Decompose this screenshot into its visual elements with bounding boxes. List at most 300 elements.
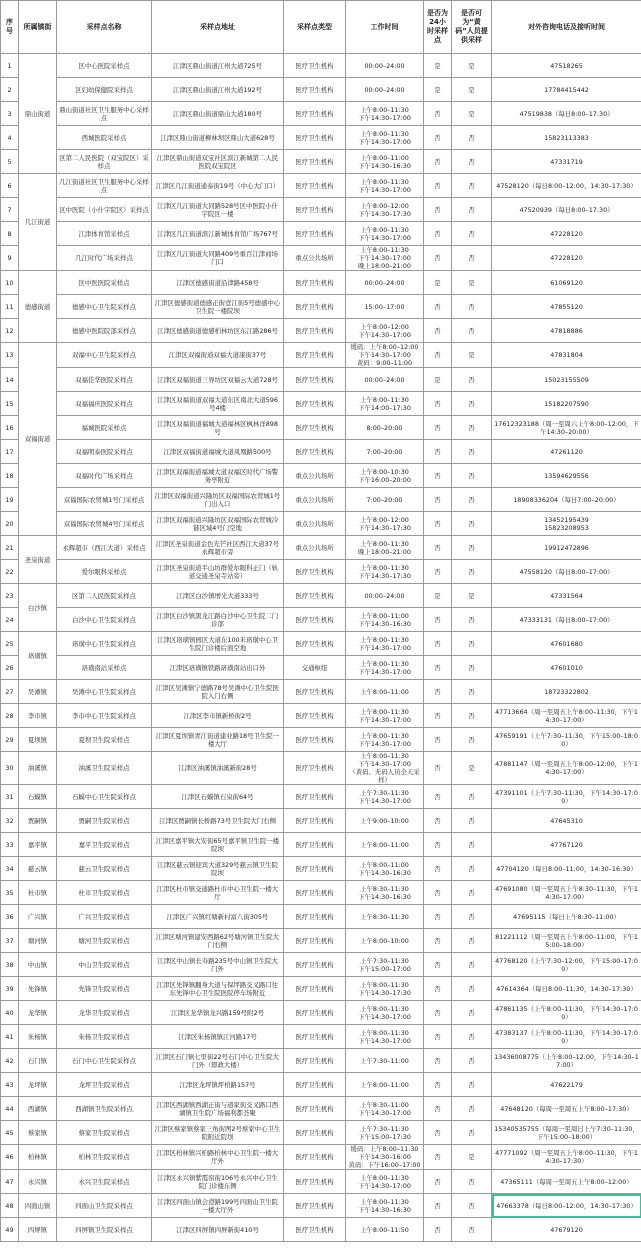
work-time-cell[interactable]: 上午8:00–11:30 下午14:30–17:00	[346, 656, 424, 680]
work-time-cell[interactable]: 00:00–24:00	[346, 54, 424, 78]
phone-cell[interactable]: 47333131（每日8:00–17:00）	[492, 608, 641, 632]
site-name-cell[interactable]: 区中医院（小什字院区）采样点	[57, 198, 152, 222]
address-cell[interactable]: 江津区几江街道滨江新城体育馆广场767号	[152, 222, 284, 246]
address-cell[interactable]: 江津区贾嗣镇长桥路73号卫生院大门右侧	[152, 809, 284, 833]
address-cell[interactable]: 江津区李市镇新桥街2号	[152, 704, 284, 728]
address-cell[interactable]: 江津区德感街道沿津路458号	[152, 271, 284, 295]
work-time-cell[interactable]: 上午7:30–11:30 下午15:00–17:00	[346, 953, 424, 977]
is-24h-cell[interactable]: 否	[424, 222, 452, 246]
address-cell[interactable]: 江津区朱杨镇镇江河路17号	[152, 1025, 284, 1049]
yellow-code-cell[interactable]: 否	[452, 295, 492, 319]
town-cell[interactable]: 德感街道	[19, 271, 57, 343]
yellow-code-cell[interactable]: 否	[452, 656, 492, 680]
row-number[interactable]: 20	[1, 512, 19, 536]
work-time-cell[interactable]: 上午8:00–11:30 下午14:30–17:30	[346, 560, 424, 584]
site-type-cell[interactable]: 交通枢纽	[284, 656, 346, 680]
site-type-cell[interactable]: 医疗卫生机构	[284, 1049, 346, 1073]
work-time-cell[interactable]: 上午8:00–11:00 下午14:30–16:30	[346, 608, 424, 632]
yellow-code-cell[interactable]: 是	[452, 54, 492, 78]
work-time-cell[interactable]: 上午7:30–11:30 下午14:30–17:00	[346, 785, 424, 809]
site-name-cell[interactable]: 龙华卫生院采样点	[57, 1001, 152, 1025]
town-cell[interactable]: 嘉平镇	[19, 833, 57, 857]
address-cell[interactable]: 江津区龙华镇龙兴路159号附2号	[152, 1001, 284, 1025]
row-number[interactable]: 19	[1, 488, 19, 512]
site-type-cell[interactable]: 医疗卫生机构	[284, 1097, 346, 1121]
site-name-cell[interactable]: 西城医院采样点	[57, 126, 152, 150]
site-type-cell[interactable]: 医疗卫生机构	[284, 78, 346, 102]
row-number[interactable]: 10	[1, 271, 19, 295]
yellow-code-cell[interactable]: 是	[452, 78, 492, 102]
site-type-cell[interactable]: 医疗卫生机构	[284, 271, 346, 295]
is-24h-cell[interactable]: 否	[424, 295, 452, 319]
site-name-cell[interactable]: 区中医医院采样点	[57, 271, 152, 295]
address-cell[interactable]: 江津区珞璜镇铁路珞璜南站出口外	[152, 656, 284, 680]
work-time-cell[interactable]: 上午8:00–11:30 下午14:30–17:00	[346, 1170, 424, 1194]
site-name-cell[interactable]: 区妇幼保健院采样点	[57, 78, 152, 102]
phone-cell[interactable]: 13436008775（上午8:00–12:00，下午14:30–17:00）	[492, 1049, 641, 1073]
yellow-code-cell[interactable]: 否	[452, 785, 492, 809]
site-type-cell[interactable]: 医疗卫生机构	[284, 368, 346, 392]
row-number[interactable]: 39	[1, 977, 19, 1001]
phone-cell[interactable]: 47614364（每日8:00–11:30，14:30–17:30）	[492, 977, 641, 1001]
is-24h-cell[interactable]: 否	[424, 1218, 452, 1242]
row-number[interactable]: 41	[1, 1025, 19, 1049]
yellow-code-cell[interactable]: 否	[452, 368, 492, 392]
col-header-24h[interactable]: 是否为24小时采样点	[424, 1, 452, 54]
address-cell[interactable]: 江津区油溪镇油溪新街28号	[152, 752, 284, 785]
work-time-cell[interactable]: 00:00–24:00	[346, 78, 424, 102]
row-number[interactable]: 22	[1, 560, 19, 584]
site-name-cell[interactable]: 嘉平卫生院采样点	[57, 833, 152, 857]
yellow-code-cell[interactable]: 否	[452, 464, 492, 488]
yellow-code-cell[interactable]: 否	[452, 560, 492, 584]
address-cell[interactable]: 江津区几江街道通泰街19号（中心大门口）	[152, 174, 284, 198]
yellow-code-cell[interactable]: 否	[452, 1025, 492, 1049]
work-time-cell[interactable]: 上午8:00–11:30 下午14:30–17:00	[346, 1001, 424, 1025]
row-number[interactable]: 47	[1, 1170, 19, 1194]
phone-cell[interactable]: 47518265	[492, 54, 641, 78]
is-24h-cell[interactable]: 否	[424, 536, 452, 560]
site-name-cell[interactable]: 区中心医院采样点	[57, 54, 152, 78]
work-time-cell[interactable]: 上午8:00–11:30 晚上18:00–21:00	[346, 536, 424, 560]
row-number[interactable]: 21	[1, 536, 19, 560]
site-name-cell[interactable]: 石门中心卫生院采样点	[57, 1049, 152, 1073]
yellow-code-cell[interactable]: 是	[452, 752, 492, 785]
row-number[interactable]: 45	[1, 1121, 19, 1145]
site-type-cell[interactable]: 医疗卫生机构	[284, 785, 346, 809]
is-24h-cell[interactable]: 否	[424, 905, 452, 929]
address-cell[interactable]: 江津区双福街道福城大道双福区时代广场警务亭附近	[152, 464, 284, 488]
yellow-code-cell[interactable]: 否	[452, 1001, 492, 1025]
row-number[interactable]: 3	[1, 102, 19, 126]
phone-cell[interactable]: 47622179	[492, 1073, 641, 1097]
yellow-code-cell[interactable]: 否	[452, 1170, 492, 1194]
site-type-cell[interactable]: 医疗卫生机构	[284, 102, 346, 126]
yellow-code-cell[interactable]: 否	[452, 440, 492, 464]
yellow-code-cell[interactable]: 否	[452, 1194, 492, 1218]
work-time-cell[interactable]: 上午8:00–11:30 下午14:30–17:00 晚上18:00–21:00	[346, 246, 424, 271]
site-type-cell[interactable]: 医疗卫生机构	[284, 608, 346, 632]
phone-cell[interactable]: 47663378（每日8:00–12:00，14:30–17:30）	[492, 1194, 641, 1218]
address-cell[interactable]: 江津区慈云镇迎宾大道329号慈云镇卫生院院坝	[152, 857, 284, 881]
address-cell[interactable]: 江津区塘河镇建安西路62号塘河镇卫生院大门右侧	[152, 929, 284, 953]
site-name-cell[interactable]: 福城医院采样点	[57, 416, 152, 440]
yellow-code-cell[interactable]: 否	[452, 416, 492, 440]
address-cell[interactable]: 江津区杜市镇交通路杜市中心卫生院一楼大厅	[152, 881, 284, 905]
row-number[interactable]: 17	[1, 440, 19, 464]
col-header-town[interactable]: 所属镇街	[19, 1, 57, 54]
site-type-cell[interactable]: 医疗卫生机构	[284, 319, 346, 343]
work-time-cell[interactable]: 上午8:00–11:00 下午14:30–16:30	[346, 150, 424, 174]
col-header-address[interactable]: 采样点地址	[152, 1, 284, 54]
address-cell[interactable]: 江津区珞璜镇园区大道东100米珞璜中心卫生院门诊楼后面空地	[152, 632, 284, 656]
work-time-cell[interactable]: 上午8:30–11:30	[346, 905, 424, 929]
col-header-yellow-code[interactable]: 是否可为“黄码”人员提供采样	[452, 1, 492, 54]
col-header-site-name[interactable]: 采样点名称	[57, 1, 152, 54]
row-number[interactable]: 18	[1, 464, 19, 488]
row-number[interactable]: 1	[1, 54, 19, 78]
site-type-cell[interactable]: 医疗卫生机构	[284, 1218, 346, 1242]
site-type-cell[interactable]: 医疗卫生机构	[284, 222, 346, 246]
site-name-cell[interactable]: 双福国际农贸城4号门采样点	[57, 512, 152, 536]
yellow-code-cell[interactable]: 否	[452, 680, 492, 704]
phone-cell[interactable]: 47383137（上午8:00–11:30，下午14:30–17:00）	[492, 1025, 641, 1049]
address-cell[interactable]: 江津区鼎山街道鼎山大道180号	[152, 102, 284, 126]
phone-cell[interactable]: 47520939（每日8:00–17:30）	[492, 198, 641, 222]
is-24h-cell[interactable]: 否	[424, 809, 452, 833]
site-type-cell[interactable]: 医疗卫生机构	[284, 1194, 346, 1218]
yellow-code-cell[interactable]: 否	[452, 728, 492, 752]
site-name-cell[interactable]: 石蟆中心卫生院采样点	[57, 785, 152, 809]
phone-cell[interactable]: 47861135（上午8:00–11:30，下午14:30–17:00）	[492, 1001, 641, 1025]
is-24h-cell[interactable]: 否	[424, 1073, 452, 1097]
work-time-cell[interactable]: 00:00–24:00	[346, 584, 424, 608]
address-cell[interactable]: 江津区双福街道双福大道东区南北大道596号4楼	[152, 392, 284, 416]
row-number[interactable]: 32	[1, 809, 19, 833]
phone-cell[interactable]: 15023155509	[492, 368, 641, 392]
work-time-cell[interactable]: 上午8:00–11:30 下午14:30–17:00	[346, 728, 424, 752]
address-cell[interactable]: 江津区双福街道兴隆坊区双福国际农贸城1号门出入口	[152, 488, 284, 512]
work-time-cell[interactable]: 上午8:00–11:30 下午14:30–17:00	[346, 632, 424, 656]
address-cell[interactable]: 江津区德感街道德感正街壹江街5号德感中心卫生院一楼院坝	[152, 295, 284, 319]
address-cell[interactable]: 江津区白沙镇增光大道333号	[152, 584, 284, 608]
yellow-code-cell[interactable]: 是	[452, 584, 492, 608]
address-cell[interactable]: 江津区圣泉街道金色光芒社区西江大道37号永辉超市旁	[152, 536, 284, 560]
work-time-cell[interactable]: 上午7:30–11:30 下午15:00–17:30	[346, 1121, 424, 1145]
address-cell[interactable]: 江津区四屏镇四屏新街410号	[152, 1218, 284, 1242]
work-time-cell[interactable]: 上午8:00–11:30 下午14:30–17:00	[346, 222, 424, 246]
row-number[interactable]: 46	[1, 1145, 19, 1170]
site-type-cell[interactable]: 重点公共场所	[284, 512, 346, 536]
yellow-code-cell[interactable]: 是	[452, 1145, 492, 1170]
town-cell[interactable]: 石门镇	[19, 1049, 57, 1073]
address-cell[interactable]: 江津区吴滩镇宁德路78号吴滩中心卫生院医院入门右侧	[152, 680, 284, 704]
phone-cell[interactable]: 47601680	[492, 632, 641, 656]
site-name-cell[interactable]: 慈云卫生院采样点	[57, 857, 152, 881]
col-header-no[interactable]: 序号	[1, 1, 19, 54]
work-time-cell[interactable]: 上午8:00–11:00 下午14:30–16:30	[346, 857, 424, 881]
yellow-code-cell[interactable]: 否	[452, 608, 492, 632]
yellow-code-cell[interactable]: 否	[452, 246, 492, 271]
site-name-cell[interactable]: 吴滩中心卫生院采样点	[57, 680, 152, 704]
site-type-cell[interactable]: 医疗卫生机构	[284, 752, 346, 785]
work-time-cell[interactable]: 上午8:00–11:30 下午14:30–17:00	[346, 126, 424, 150]
town-cell[interactable]: 四面山镇	[19, 1194, 57, 1218]
is-24h-cell[interactable]: 否	[424, 1121, 452, 1145]
yellow-code-cell[interactable]: 否	[452, 512, 492, 536]
site-type-cell[interactable]: 医疗卫生机构	[284, 857, 346, 881]
work-time-cell[interactable]: 上午8:00–12:00 下午14:30–17:30	[346, 198, 424, 222]
site-name-cell[interactable]: 双福明泰医院采样点	[57, 440, 152, 464]
town-cell[interactable]: 双福街道	[19, 343, 57, 536]
site-name-cell[interactable]: 双福佳华医院采样点	[57, 368, 152, 392]
work-time-cell[interactable]: 上午8:00–11:00	[346, 680, 424, 704]
work-time-cell[interactable]: 上午8:00–12:00 下午14:30–17:30	[346, 512, 424, 536]
address-cell[interactable]: 江津区先锋镇翻身大道与保坪路交叉路口往东先锋中心卫生院医院停车场附近	[152, 977, 284, 1001]
town-cell[interactable]: 吴滩镇	[19, 680, 57, 704]
is-24h-cell[interactable]: 否	[424, 1194, 452, 1218]
is-24h-cell[interactable]: 是	[424, 271, 452, 295]
work-time-cell[interactable]: 上午8:00–10:00	[346, 929, 424, 953]
site-name-cell[interactable]: 双福中心卫生院采样点	[57, 343, 152, 368]
work-time-cell[interactable]: 上午8:30–11:00 下午14:30–17:00	[346, 1097, 424, 1121]
is-24h-cell[interactable]: 否	[424, 246, 452, 271]
phone-cell[interactable]: 17612323188（周一至周六上午8:00–12:00，下午14:30–20:00）	[492, 416, 641, 440]
is-24h-cell[interactable]: 否	[424, 929, 452, 953]
work-time-cell[interactable]: 上午8:00–10:30 下午16:00–20:00	[346, 464, 424, 488]
site-name-cell[interactable]: 双福时代广场采样点	[57, 464, 152, 488]
site-type-cell[interactable]: 医疗卫生机构	[284, 680, 346, 704]
site-name-cell[interactable]: 蔡家卫生院采样点	[57, 1121, 152, 1145]
site-name-cell[interactable]: 江津体育馆采样点	[57, 222, 152, 246]
site-type-cell[interactable]: 重点公共场所	[284, 488, 346, 512]
is-24h-cell[interactable]: 否	[424, 881, 452, 905]
site-type-cell[interactable]: 医疗卫生机构	[284, 1073, 346, 1097]
work-time-cell[interactable]: 00:00–24:00	[346, 271, 424, 295]
work-time-cell[interactable]: 00:00–24:00	[346, 368, 424, 392]
town-cell[interactable]: 贾嗣镇	[19, 809, 57, 833]
is-24h-cell[interactable]: 是	[424, 78, 452, 102]
row-number[interactable]: 30	[1, 752, 19, 785]
work-time-cell[interactable]: 上午8:30–11:30 下午14:30–16:30	[346, 881, 424, 905]
phone-cell[interactable]: 47228120	[492, 222, 641, 246]
site-type-cell[interactable]: 医疗卫生机构	[284, 1001, 346, 1025]
yellow-code-cell[interactable]: 否	[452, 150, 492, 174]
address-cell[interactable]: 江津区嘉平镇大安街65号嘉平镇卫生院一楼院坝	[152, 833, 284, 857]
work-time-cell[interactable]: 上午8:00–11:30 下午14:30–17:00	[346, 1025, 424, 1049]
col-header-work-time[interactable]: 工作时间	[346, 1, 424, 54]
work-time-cell[interactable]: 上午8:00–11:30 下午14:00–17:30	[346, 392, 424, 416]
is-24h-cell[interactable]: 否	[424, 1097, 452, 1121]
yellow-code-cell[interactable]: 否	[452, 198, 492, 222]
is-24h-cell[interactable]: 否	[424, 126, 452, 150]
site-name-cell[interactable]: 几江街道社区卫生服务中心采样点	[57, 174, 152, 198]
is-24h-cell[interactable]: 否	[424, 704, 452, 728]
yellow-code-cell[interactable]: 否	[452, 857, 492, 881]
work-time-cell[interactable]: 上午8:00–11:30 下午14:30–17:00	[346, 704, 424, 728]
phone-cell[interactable]: 47679120	[492, 1218, 641, 1242]
site-name-cell[interactable]: 区第二人民医院（双宝院区）采样点	[57, 150, 152, 174]
site-type-cell[interactable]: 医疗卫生机构	[284, 929, 346, 953]
row-number[interactable]: 49	[1, 1218, 19, 1242]
row-number[interactable]: 5	[1, 150, 19, 174]
is-24h-cell[interactable]: 否	[424, 953, 452, 977]
site-type-cell[interactable]: 医疗卫生机构	[284, 343, 346, 368]
address-cell[interactable]: 江津区中山镇长寿路235号中山镇卫生院大门外	[152, 953, 284, 977]
address-cell[interactable]: 江津区四面山镇会澄路199号四面山卫生院一楼大厅外	[152, 1194, 284, 1218]
phone-cell[interactable]: 47771092（周一至周五上午8:00–11:30，下午14:30–17:30）	[492, 1145, 641, 1170]
row-number[interactable]: 43	[1, 1073, 19, 1097]
yellow-code-cell[interactable]: 否	[452, 1121, 492, 1145]
yellow-code-cell[interactable]: 否	[452, 1218, 492, 1242]
site-type-cell[interactable]: 医疗卫生机构	[284, 881, 346, 905]
town-cell[interactable]: 柏林镇	[19, 1145, 57, 1170]
town-cell[interactable]: 永兴镇	[19, 1170, 57, 1194]
site-name-cell[interactable]: 永辉超市（西江大道）采样点	[57, 536, 152, 560]
yellow-code-cell[interactable]: 否	[452, 126, 492, 150]
site-name-cell[interactable]: 油溪卫生院采样点	[57, 752, 152, 785]
row-number[interactable]: 40	[1, 1001, 19, 1025]
work-time-cell[interactable]: 缓码：上午8:00–11:30 下午14:30–16:00 黄码：下午16:00–17:00	[346, 1145, 424, 1170]
yellow-code-cell[interactable]: 否	[452, 1097, 492, 1121]
is-24h-cell[interactable]: 否	[424, 464, 452, 488]
phone-cell[interactable]: 47695115（每日上午8:30–11:00）	[492, 905, 641, 929]
work-time-cell[interactable]: 缓码：上午8:00–12:00 下午14:30–17:00 黄码：9:00–11:00	[346, 343, 424, 368]
site-type-cell[interactable]: 医疗卫生机构	[284, 295, 346, 319]
is-24h-cell[interactable]: 否	[424, 392, 452, 416]
town-cell[interactable]: 西湖镇	[19, 1097, 57, 1121]
phone-cell[interactable]: 47228120	[492, 246, 641, 271]
row-number[interactable]: 48	[1, 1194, 19, 1218]
yellow-code-cell[interactable]: 否	[452, 222, 492, 246]
work-time-cell[interactable]: 上午8:00–11:30 下午14:30–17:00 （黄码、无码人员全天采样）	[346, 752, 424, 785]
site-type-cell[interactable]: 医疗卫生机构	[284, 416, 346, 440]
site-type-cell[interactable]: 医疗卫生机构	[284, 632, 346, 656]
site-type-cell[interactable]: 医疗卫生机构	[284, 704, 346, 728]
town-cell[interactable]: 龙华镇	[19, 1001, 57, 1025]
work-time-cell[interactable]: 上午8:00–11:00	[346, 833, 424, 857]
phone-cell[interactable]: 47659191（上午7:30–11:30，下午15:00–18:00）	[492, 728, 641, 752]
town-cell[interactable]: 广兴镇	[19, 905, 57, 929]
row-number[interactable]: 8	[1, 222, 19, 246]
site-name-cell[interactable]: 双福福庆医院采样点	[57, 392, 152, 416]
site-type-cell[interactable]: 医疗卫生机构	[284, 54, 346, 78]
yellow-code-cell[interactable]: 否	[452, 977, 492, 1001]
site-name-cell[interactable]: 四面山卫生院采样点	[57, 1194, 152, 1218]
row-number[interactable]: 6	[1, 174, 19, 198]
is-24h-cell[interactable]: 否	[424, 977, 452, 1001]
yellow-code-cell[interactable]: 否	[452, 174, 492, 198]
row-number[interactable]: 26	[1, 656, 19, 680]
site-type-cell[interactable]: 医疗卫生机构	[284, 977, 346, 1001]
site-name-cell[interactable]: 塘河卫生院采样点	[57, 929, 152, 953]
row-number[interactable]: 23	[1, 584, 19, 608]
site-name-cell[interactable]: 区第二人民医院采样点	[57, 584, 152, 608]
yellow-code-cell[interactable]: 是	[452, 343, 492, 368]
yellow-code-cell[interactable]: 否	[452, 632, 492, 656]
site-name-cell[interactable]: 珞璜中心卫生院采样点	[57, 632, 152, 656]
town-cell[interactable]: 先锋镇	[19, 977, 57, 1001]
yellow-code-cell[interactable]: 是	[452, 102, 492, 126]
address-cell[interactable]: 江津区夏坝镇青江街道建业路18号卫生院一楼大厅	[152, 728, 284, 752]
phone-cell[interactable]: 47331564	[492, 584, 641, 608]
work-time-cell[interactable]: 上午8:00–11:00	[346, 1073, 424, 1097]
is-24h-cell[interactable]: 否	[424, 785, 452, 809]
town-cell[interactable]: 几江街道	[19, 174, 57, 271]
town-cell[interactable]: 慈云镇	[19, 857, 57, 881]
site-name-cell[interactable]: 双福国际农贸城1号门采样点	[57, 488, 152, 512]
yellow-code-cell[interactable]: 否	[452, 833, 492, 857]
site-name-cell[interactable]: 中山卫生院采样点	[57, 953, 152, 977]
yellow-code-cell[interactable]: 否	[452, 1073, 492, 1097]
phone-cell[interactable]: 47558120（每日8:00–17:00）	[492, 560, 641, 584]
row-number[interactable]: 37	[1, 929, 19, 953]
is-24h-cell[interactable]: 是	[424, 584, 452, 608]
address-cell[interactable]: 江津区蔡家镇蔡家三角街图2号蔡家中心卫生院附近院坝	[152, 1121, 284, 1145]
address-cell[interactable]: 江津区鼎山街道双宝社区滨江新城第二人民医院双宝院区	[152, 150, 284, 174]
phone-cell[interactable]: 61069120	[492, 271, 641, 295]
is-24h-cell[interactable]: 否	[424, 560, 452, 584]
work-time-cell[interactable]: 上午8:00–12:00 下午14:30–17:00	[346, 319, 424, 343]
row-number[interactable]: 44	[1, 1097, 19, 1121]
work-time-cell[interactable]: 15:00–17:00	[346, 295, 424, 319]
col-header-site-type[interactable]: 采样点类型	[284, 1, 346, 54]
is-24h-cell[interactable]: 否	[424, 752, 452, 785]
col-header-phone[interactable]: 对外咨询电话及接听时间	[492, 1, 641, 54]
row-number[interactable]: 31	[1, 785, 19, 809]
address-cell[interactable]: 江津区龙坪镇坪柏路157号	[152, 1073, 284, 1097]
phone-cell[interactable]: 81221112（周一至周五上午8:00–11:00，下午15:00–18:00）	[492, 929, 641, 953]
work-time-cell[interactable]: 上午8:00–11:30 下午14:30–17:30	[346, 977, 424, 1001]
site-type-cell[interactable]: 医疗卫生机构	[284, 728, 346, 752]
is-24h-cell[interactable]: 否	[424, 857, 452, 881]
is-24h-cell[interactable]: 否	[424, 512, 452, 536]
town-cell[interactable]: 朱杨镇	[19, 1025, 57, 1049]
phone-cell[interactable]: 13594629556	[492, 464, 641, 488]
row-number[interactable]: 34	[1, 857, 19, 881]
row-number[interactable]: 28	[1, 704, 19, 728]
town-cell[interactable]: 珞璜镇	[19, 632, 57, 680]
row-number[interactable]: 27	[1, 680, 19, 704]
row-number[interactable]: 11	[1, 295, 19, 319]
address-cell[interactable]: 江津区双福街道福城大道凤凰路500号	[152, 440, 284, 464]
yellow-code-cell[interactable]: 是	[452, 271, 492, 295]
site-name-cell[interactable]: 先锋卫生院采样点	[57, 977, 152, 1001]
is-24h-cell[interactable]: 否	[424, 102, 452, 126]
town-cell[interactable]: 圣泉街道	[19, 536, 57, 584]
phone-cell[interactable]: 47818886	[492, 319, 641, 343]
address-cell[interactable]: 江津区双福街道福城大道福林区枫林洋898号	[152, 416, 284, 440]
address-cell[interactable]: 江津区几江街道大同路528号区中医院小什字院区一楼	[152, 198, 284, 222]
site-type-cell[interactable]: 医疗卫生机构	[284, 150, 346, 174]
yellow-code-cell[interactable]: 否	[452, 881, 492, 905]
site-name-cell[interactable]: 珞璜南站采样点	[57, 656, 152, 680]
yellow-code-cell[interactable]: 否	[452, 809, 492, 833]
site-type-cell[interactable]: 重点公共场所	[284, 246, 346, 271]
site-name-cell[interactable]: 杜市卫生院采样点	[57, 881, 152, 905]
site-type-cell[interactable]: 重点公共场所	[284, 464, 346, 488]
site-name-cell[interactable]: 龙坪卫生院采样点	[57, 1073, 152, 1097]
town-cell[interactable]: 中山镇	[19, 953, 57, 977]
row-number[interactable]: 33	[1, 833, 19, 857]
site-name-cell[interactable]: 鼎山街道社区卫生服务中心采样点	[57, 102, 152, 126]
is-24h-cell[interactable]: 否	[424, 440, 452, 464]
site-name-cell[interactable]: 贾嗣卫生院采样点	[57, 809, 152, 833]
work-time-cell[interactable]: 上午8:00–11:50	[346, 1218, 424, 1242]
phone-cell[interactable]: 47391101（上午7:30–11:30，下午14:30–17:00）	[492, 785, 641, 809]
site-name-cell[interactable]: 广兴卫生院采样点	[57, 905, 152, 929]
site-type-cell[interactable]: 医疗卫生机构	[284, 1145, 346, 1170]
